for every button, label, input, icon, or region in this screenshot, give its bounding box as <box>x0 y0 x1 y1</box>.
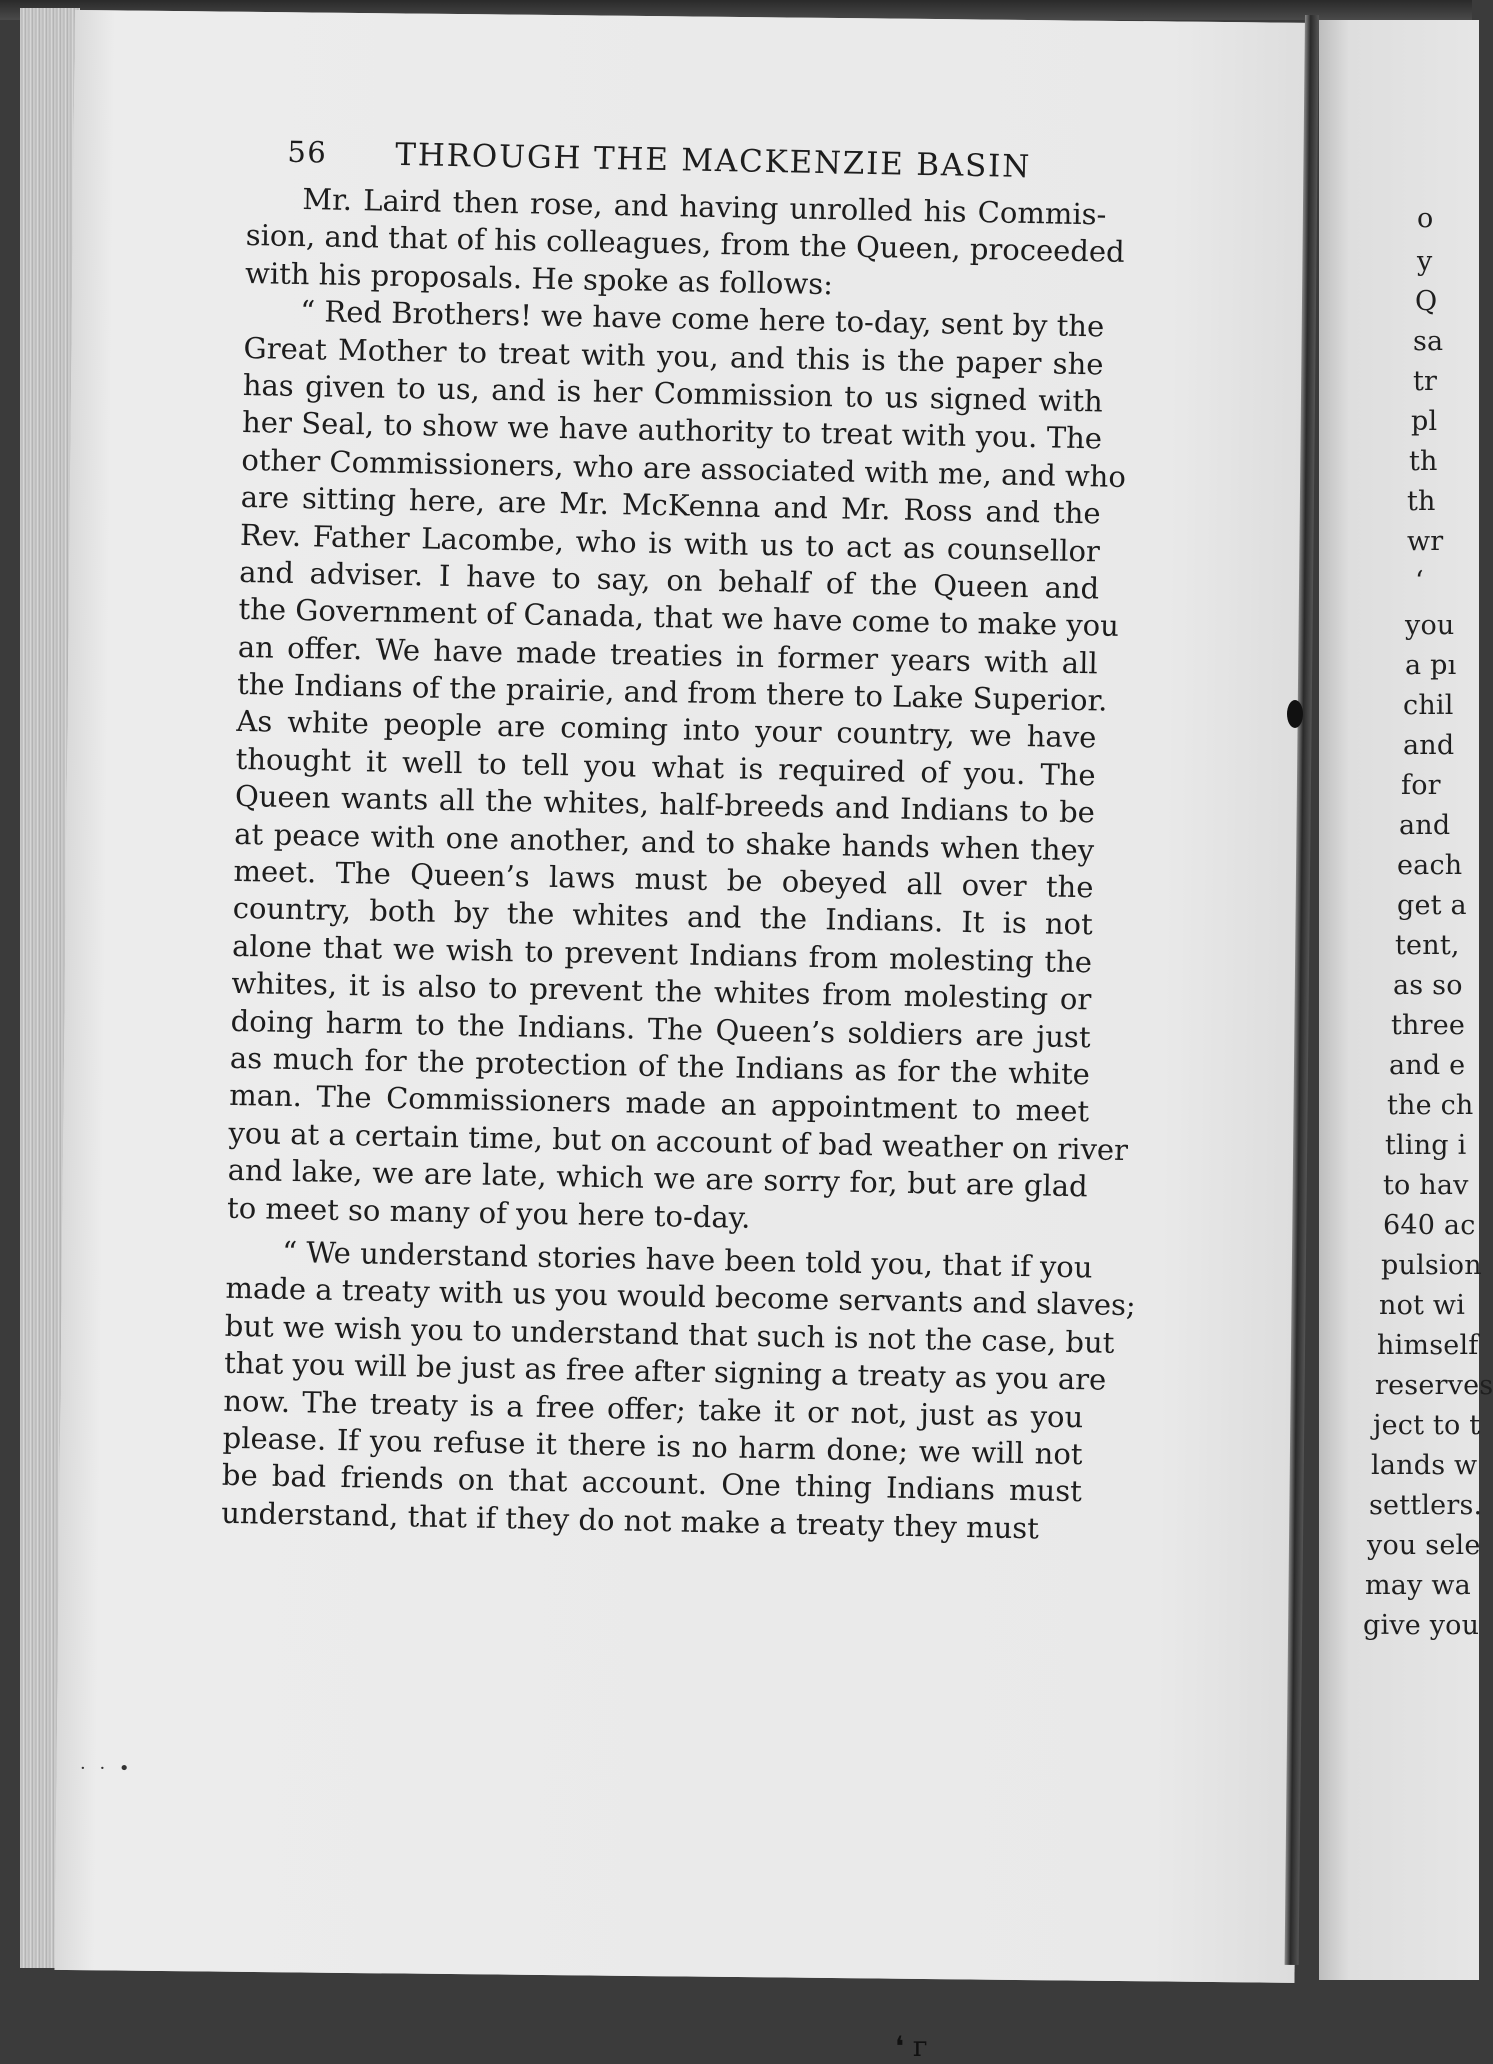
facing-page-line: sa <box>1413 326 1444 357</box>
text-line: made a treaty with us you would become servants and slaves; <box>225 1271 1137 1323</box>
facing-page-line: get a <box>1397 890 1467 921</box>
text-line: other Commissioners, who are associated with me, and who <box>241 442 1127 494</box>
facing-page-line: give you <box>1363 1610 1480 1641</box>
facing-page-line: himself <box>1377 1330 1479 1361</box>
text-line: the Government of Canada, that we have come to make you <box>238 592 1120 644</box>
text-line: and adviser. I have to say, on behalf of the Queen and <box>238 554 1100 606</box>
text-line: whites, it is also to prevent the whites from molesting or <box>231 966 1092 1017</box>
facing-page-line: and e <box>1389 1050 1466 1081</box>
text-line: to meet so many of you here to-day. <box>226 1190 751 1235</box>
facing-page-line: you <box>1405 610 1455 641</box>
facing-page-line: three <box>1391 1010 1466 1041</box>
facing-page-line: chil <box>1403 690 1454 721</box>
facing-page-line: tling i <box>1385 1130 1467 1161</box>
text-line: be bad friends on that account. One thing Indians must <box>221 1458 1083 1509</box>
text-line: “ We understand stories have been told you, that if you <box>281 1234 1093 1285</box>
text-line: “ Red Brothers! we have come here to-day, sent by the <box>300 294 1105 344</box>
text-line: has given to us, and is her Commission to us signed with <box>242 367 1104 419</box>
facing-page <box>1319 20 1493 1980</box>
text-line: thought it well to tell you what is required of you. The <box>235 741 1096 793</box>
text-line: alone that we wish to prevent Indians from molesting the <box>231 928 1093 980</box>
facing-page-line: pl <box>1411 406 1438 437</box>
facing-page-line: as so <box>1393 970 1463 1001</box>
text-line: doing harm to the Indians. The Queen’s soldiers are just <box>230 1003 1091 1054</box>
text-line: Queen wants all the whites, half-breeds and Indians to be <box>234 779 1096 830</box>
facing-page-line: o <box>1417 203 1434 234</box>
text-line: As white people are coming into your country, we have <box>236 704 1097 755</box>
facing-page-line: Q <box>1415 286 1438 317</box>
facing-page-line: a pı <box>1405 650 1457 681</box>
facing-page-line: ject to t <box>1373 1410 1481 1441</box>
facing-page-line: lands w <box>1371 1450 1478 1481</box>
facing-page-line: may wa <box>1365 1570 1471 1601</box>
text-line: her Seal, to show we have authority to treat with you. The <box>241 405 1103 456</box>
facing-page-line: settlers. <box>1369 1490 1483 1521</box>
facing-page-line: th <box>1409 446 1438 477</box>
text-line: man. The Commissioners made an appointment to meet <box>228 1078 1090 1129</box>
text-line: sion, and that of his colleagues, from the Queen, proceeded <box>245 218 1125 270</box>
facing-page-line: not wi <box>1379 1290 1466 1321</box>
text-line: understand, that if they do not make a treaty they must <box>220 1495 1040 1546</box>
body-text <box>221 180 1147 1549</box>
text-line: country, both by the whites and the Indians. It is not <box>232 891 1094 942</box>
facing-page-line: ‘ <box>1415 566 1424 597</box>
running-title: THROUGH THE MACKENZIE BASIN <box>395 136 1032 186</box>
facing-page-line: to hav <box>1383 1170 1469 1201</box>
text-line: now. The treaty is a free offer; take it or not, just as you <box>223 1383 1084 1434</box>
page-number: 56 <box>287 134 328 170</box>
margin-marks: · · • <box>80 1758 134 1779</box>
text-line: Rev. Father Lacombe, who is with us to act as counsellor <box>239 517 1101 568</box>
text-line: are sitting here, are Mr. McKenna and Mr. Ross and the <box>240 480 1101 531</box>
text-line: but we wish you to understand that such is not the case, but <box>224 1308 1115 1360</box>
facing-page-line: for <box>1401 770 1441 801</box>
facing-page-line: reserves <box>1375 1370 1493 1401</box>
text-line: you at a certain time, but on account of bad weather on river <box>228 1115 1129 1167</box>
text-line: with his proposals. He spoke as follows: <box>244 255 834 302</box>
facing-page-line: each <box>1397 850 1463 881</box>
facing-page-line: you sele <box>1367 1530 1481 1561</box>
text-line: an offer. We have made treaties in former years with all <box>237 629 1099 681</box>
page-text <box>221 120 1148 1549</box>
bottom-marks: ❛ ᴦ <box>895 2030 928 2063</box>
text-line: the Indians of the prairie, and from there to Lake Superior. <box>236 666 1108 718</box>
facing-page-line: 640 ac <box>1383 1210 1476 1241</box>
facing-page-line: wr <box>1407 526 1444 557</box>
facing-page-line: th <box>1407 486 1436 517</box>
text-line: Great Mother to treat with you, and this is the paper she <box>243 330 1104 382</box>
facing-page-line: tent, <box>1395 930 1460 961</box>
facing-page-line: pulsion <box>1381 1250 1482 1281</box>
text-line: meet. The Queen’s laws must be obeyed all over the <box>233 853 1094 905</box>
text-line: that you will be just as free after signing a treaty as you are <box>223 1345 1107 1397</box>
text-line: as much for the protection of the Indians as for the white <box>229 1040 1091 1092</box>
facing-page-line: y <box>1417 246 1433 277</box>
facing-page-line: and <box>1403 730 1455 761</box>
text-line: and lake, we are late, which we are sorry for, but are glad <box>227 1152 1089 1204</box>
text-line: Mr. Laird then rose, and having unrolled his Commis- <box>302 182 1107 232</box>
facing-page-line: tr <box>1413 366 1438 397</box>
spine-speck <box>1287 700 1303 728</box>
facing-page-line: and <box>1399 810 1451 841</box>
facing-page-line: the ch <box>1387 1090 1474 1121</box>
text-line: please. If you refuse it there is no harm done; we will not <box>222 1420 1083 1472</box>
text-line: at peace with one another, and to shake hands when they <box>233 816 1095 868</box>
